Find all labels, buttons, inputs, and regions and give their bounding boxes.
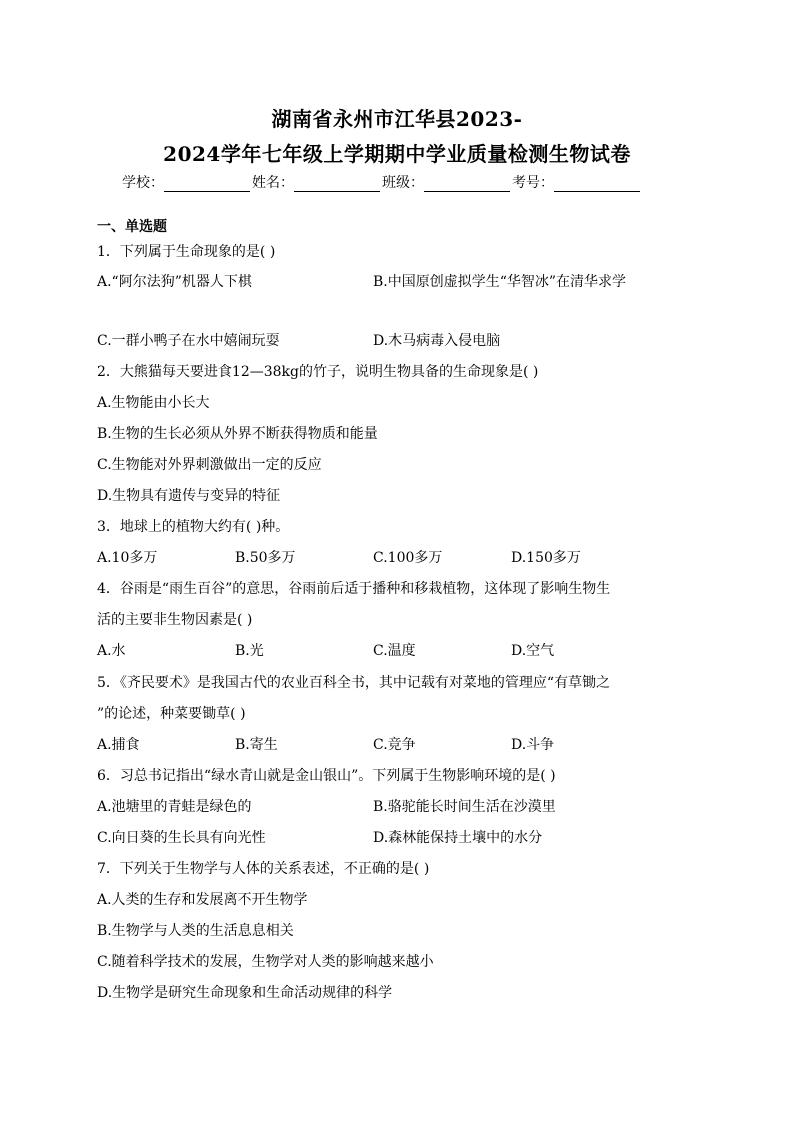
question-1-option-a: A.“阿尔法狗”机器人下棋 xyxy=(97,274,252,290)
class-label: 班级： xyxy=(382,175,424,191)
question-1-option-d: D.木马病毒入侵电脑 xyxy=(373,333,501,349)
question-7-stem: 7．下列关于生物学与人体的关系表述，不正确的是( ) xyxy=(97,861,430,877)
question-6-option-c: C.向日葵的生长具有向光性 xyxy=(97,830,266,846)
question-3-option-c: C.100多万 xyxy=(373,550,443,566)
question-4-option-d: D.空气 xyxy=(511,643,555,659)
school-label: 学校： xyxy=(122,175,164,191)
section-heading: 一、单选题 xyxy=(97,219,167,235)
question-3-stem: 3．地球上的植物大约有( )种。 xyxy=(97,519,290,535)
question-3-option-a: A.10多万 xyxy=(97,550,158,566)
question-2-option-a: A.生物能由小长大 xyxy=(97,395,210,411)
question-5-option-a: A.捕食 xyxy=(97,737,140,753)
question-2-stem: 2．大熊猫每天要进食12—38kg的竹子，说明生物具备的生命现象是( ) xyxy=(97,364,539,380)
question-2-option-b: B.生物的生长必须从外界不断获得物质和能量 xyxy=(97,426,378,442)
name-blank xyxy=(294,177,380,192)
question-7-option-c: C.随着科学技术的发展，生物学对人类的影响越来越小 xyxy=(97,954,434,970)
question-4-stem-line-2: 活的主要非生物因素是( ) xyxy=(97,612,253,628)
question-6-stem: 6．习总书记指出“绿水青山就是金山银山”。下列属于生物影响环境的是( ) xyxy=(97,768,556,784)
question-7-option-a: A.人类的生存和发展离不开生物学 xyxy=(97,892,308,908)
question-5-option-b: B.寄生 xyxy=(235,737,278,753)
question-1-option-b: B.中国原创虚拟学生“华智冰”在清华求学 xyxy=(373,274,627,290)
question-1-option-c: C.一群小鸭子在水中嬉闹玩耍 xyxy=(97,333,280,349)
name-label: 姓名： xyxy=(252,175,294,191)
question-5-stem-line-1: 5．《齐民要术》是我国古代的农业百科全书，其中记载有对菜地的管理应“有草锄之 xyxy=(97,675,611,691)
class-blank xyxy=(424,177,510,192)
question-4-option-b: B.光 xyxy=(235,643,264,659)
exam-title-line-2: 2024学年七年级上学期期中学业质量检测生物试卷 xyxy=(163,142,631,166)
question-5-stem-line-2: ”的论述，种菜要锄草( ) xyxy=(97,706,246,722)
question-6-option-d: D.森林能保持土壤中的水分 xyxy=(373,830,543,846)
question-3-option-b: B.50多万 xyxy=(235,550,296,566)
exam-number-blank xyxy=(554,177,640,192)
question-2-option-d: D.生物具有遗传与变异的特征 xyxy=(97,488,281,504)
exam-number-label: 考号： xyxy=(512,175,554,191)
question-6-option-a: A.池塘里的青蛙是绿色的 xyxy=(97,799,252,815)
school-blank xyxy=(164,177,250,192)
question-4-option-a: A.水 xyxy=(97,643,126,659)
question-6-option-b: B.骆驼能长时间生活在沙漠里 xyxy=(373,799,556,815)
question-3-option-d: D.150多万 xyxy=(511,550,581,566)
exam-title-line-1: 湖南省永州市江华县2023- xyxy=(271,107,523,131)
question-4-stem-line-1: 4．谷雨是“雨生百谷”的意思，谷雨前后适于播种和移栽植物，这体现了影响生物生 xyxy=(97,581,611,597)
question-2-option-c: C.生物能对外界刺激做出一定的反应 xyxy=(97,457,322,473)
question-5-option-d: D.斗争 xyxy=(511,737,555,753)
student-info-row xyxy=(122,172,642,192)
question-1-stem: 1．下列属于生命现象的是( ) xyxy=(97,244,276,260)
question-7-option-d: D.生物学是研究生命现象和生命活动规律的科学 xyxy=(97,985,393,1001)
question-4-option-c: C.温度 xyxy=(373,643,416,659)
question-7-option-b: B.生物学与人类的生活息息相关 xyxy=(97,923,294,939)
question-5-option-c: C.竞争 xyxy=(373,737,416,753)
